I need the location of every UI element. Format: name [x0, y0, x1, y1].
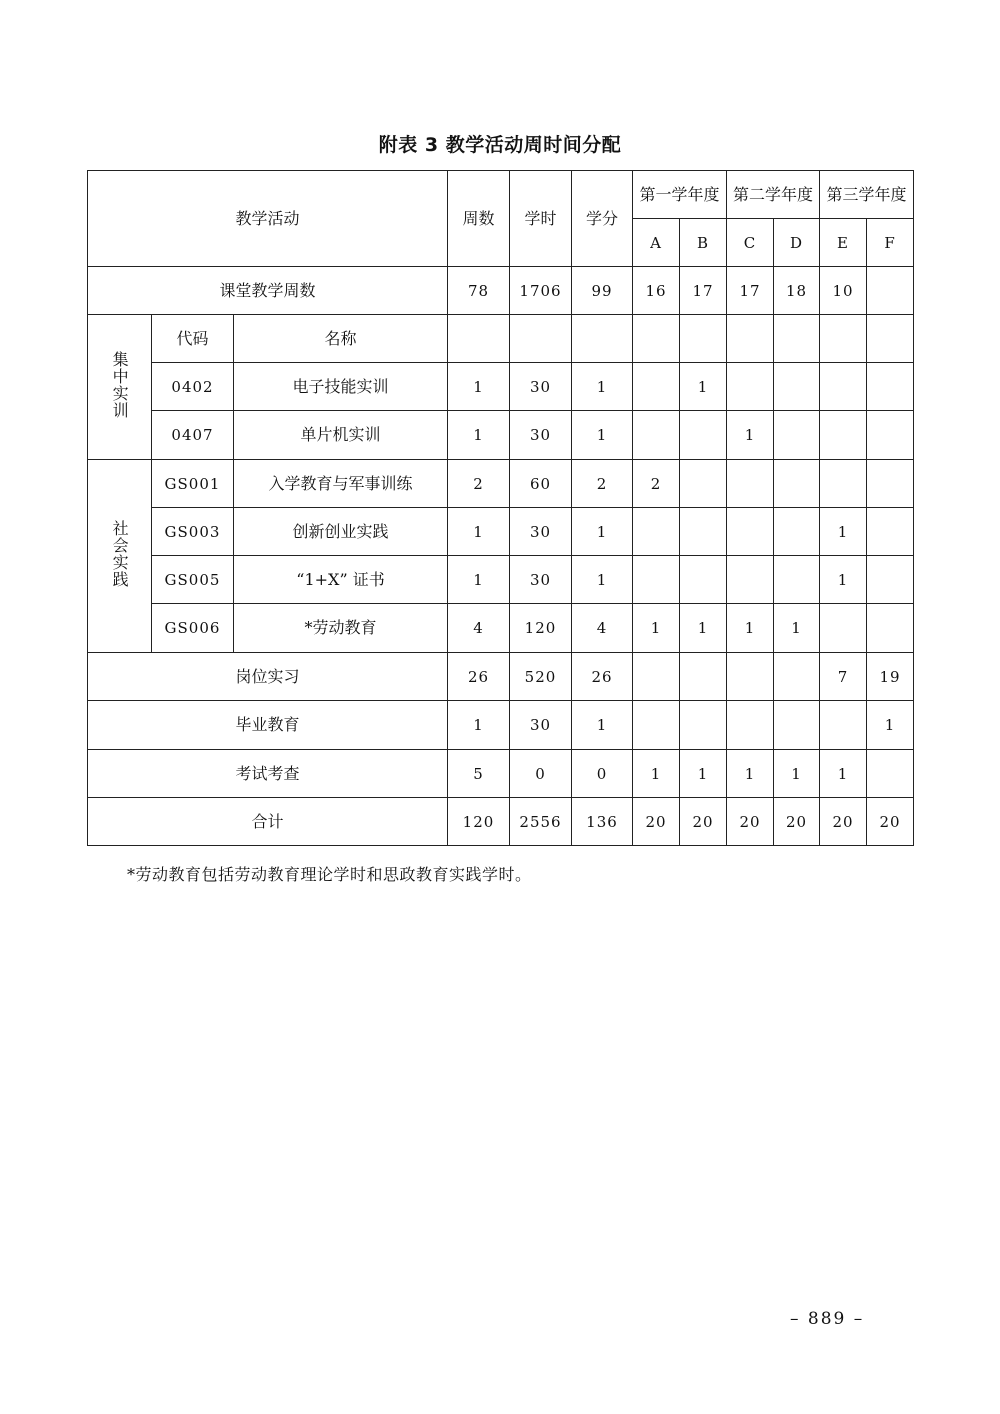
cell-weeks: 1 — [448, 556, 510, 604]
cell-name: 创新创业实践 — [234, 508, 448, 556]
cell-sem: 1 — [774, 604, 820, 653]
cell-sem — [633, 556, 680, 604]
header-sem-b: B — [680, 219, 727, 267]
row-label: 岗位实习 — [88, 653, 448, 701]
cell-code: GS005 — [152, 556, 234, 604]
cell-hours: 30 — [510, 363, 572, 411]
cell-sem: 1 — [633, 604, 680, 653]
table-row — [88, 267, 914, 315]
cell-hours: 0 — [510, 750, 572, 798]
header-year3: 第三学年度 — [820, 171, 914, 219]
cell-sem — [633, 653, 680, 701]
cell-weeks: 120 — [448, 798, 510, 846]
table-row — [88, 460, 914, 508]
header-sem-e: E — [820, 219, 867, 267]
cell-sem: 1 — [867, 701, 914, 750]
cell-sem: 18 — [774, 267, 820, 315]
cell-sem — [633, 411, 680, 460]
table-row — [88, 701, 914, 750]
cell-sem: 20 — [633, 798, 680, 846]
cell-hours: 2556 — [510, 798, 572, 846]
cell-sem — [774, 556, 820, 604]
cell-hours: 120 — [510, 604, 572, 653]
cell-sem: 16 — [633, 267, 680, 315]
header-sem-d: D — [774, 219, 820, 267]
cell-sem: 1 — [820, 556, 867, 604]
cell-sem — [680, 653, 727, 701]
cell-sem — [867, 363, 914, 411]
cell-weeks: 4 — [448, 604, 510, 653]
cell-weeks: 1 — [448, 508, 510, 556]
cell-name: 电子技能实训 — [234, 363, 448, 411]
cell-sem — [867, 750, 914, 798]
header-name: 名称 — [234, 315, 448, 363]
cell-sem — [774, 653, 820, 701]
cell-credits: 26 — [572, 653, 633, 701]
cell-weeks: 2 — [448, 460, 510, 508]
cell-sem — [774, 411, 820, 460]
table-row — [88, 604, 914, 653]
cell-sem — [727, 508, 774, 556]
cell-sem: 17 — [727, 267, 774, 315]
cell-hours: 30 — [510, 701, 572, 750]
cell-sem — [867, 508, 914, 556]
cell-credits: 1 — [572, 556, 633, 604]
cell-sem: 1 — [774, 750, 820, 798]
cell-sem — [867, 411, 914, 460]
cell-credits: 99 — [572, 267, 633, 315]
cell-hours: 60 — [510, 460, 572, 508]
cell-sem: 17 — [680, 267, 727, 315]
cell-sem — [774, 363, 820, 411]
header-sem-c: C — [727, 219, 774, 267]
cell-hours: 30 — [510, 556, 572, 604]
footnote: *劳动教育包括劳动教育理论学时和思政教育实践学时。 — [127, 865, 532, 884]
cell-sem — [820, 363, 867, 411]
header-sem-f: F — [867, 219, 914, 267]
cell-credits: 4 — [572, 604, 633, 653]
cell-weeks: 1 — [448, 701, 510, 750]
cell-weeks: 78 — [448, 267, 510, 315]
cell-hours: 30 — [510, 411, 572, 460]
table-title: 附表 3 教学活动周时间分配 — [378, 134, 622, 156]
row-label: 合计 — [88, 798, 448, 846]
cell-sem — [727, 653, 774, 701]
cell-sem — [867, 267, 914, 315]
cell-weeks: 26 — [448, 653, 510, 701]
table-row — [88, 363, 914, 411]
cell-sem: 1 — [680, 604, 727, 653]
cell-name: 入学教育与军事训练 — [234, 460, 448, 508]
cell-sem — [727, 460, 774, 508]
cell-sem — [680, 411, 727, 460]
header-sem-a: A — [633, 219, 680, 267]
cell-code: GS003 — [152, 508, 234, 556]
cell-sem — [774, 701, 820, 750]
cell-sem — [867, 460, 914, 508]
cell-sem: 20 — [867, 798, 914, 846]
table-row — [88, 556, 914, 604]
cell-sem: 19 — [867, 653, 914, 701]
table-row — [88, 508, 914, 556]
cell-sem — [867, 556, 914, 604]
cell-hours: 1706 — [510, 267, 572, 315]
header-credits: 学分 — [572, 171, 633, 267]
row-label: 毕业教育 — [88, 701, 448, 750]
cell-sem: 10 — [820, 267, 867, 315]
cell-sem — [727, 363, 774, 411]
cell-credits: 1 — [572, 508, 633, 556]
cell-weeks: 1 — [448, 363, 510, 411]
cell-sem — [633, 363, 680, 411]
cell-sem: 1 — [727, 750, 774, 798]
header-year1: 第一学年度 — [633, 171, 727, 219]
cell-sem: 20 — [680, 798, 727, 846]
cell-sem — [867, 604, 914, 653]
total-row — [88, 798, 914, 846]
cell-sem — [680, 556, 727, 604]
cell-credits: 2 — [572, 460, 633, 508]
header-code: 代码 — [152, 315, 234, 363]
cell-sem — [727, 701, 774, 750]
cell-name: *劳动教育 — [234, 604, 448, 653]
cell-sem — [727, 556, 774, 604]
cell-sem: 1 — [820, 750, 867, 798]
cell-credits: 0 — [572, 750, 633, 798]
cell-credits: 1 — [572, 411, 633, 460]
cell-weeks: 1 — [448, 411, 510, 460]
group-label-practical: 集中实训 — [88, 315, 152, 460]
cell-sem: 1 — [727, 411, 774, 460]
cell-code: GS006 — [152, 604, 234, 653]
cell-sem: 20 — [727, 798, 774, 846]
cell-sem: 1 — [633, 750, 680, 798]
header-year2: 第二学年度 — [727, 171, 820, 219]
cell-sem: 1 — [727, 604, 774, 653]
cell-name: “1+X” 证书 — [234, 556, 448, 604]
cell-code: GS001 — [152, 460, 234, 508]
cell-sem — [633, 701, 680, 750]
cell-hours: 30 — [510, 508, 572, 556]
cell-credits: 136 — [572, 798, 633, 846]
cell-sem — [820, 604, 867, 653]
cell-sem: 2 — [633, 460, 680, 508]
table-row — [88, 750, 914, 798]
group-label-social: 社会实践 — [88, 460, 152, 653]
cell-sem — [820, 460, 867, 508]
cell-sem: 20 — [820, 798, 867, 846]
header-activity: 教学活动 — [88, 171, 448, 267]
row-label: 考试考查 — [88, 750, 448, 798]
row-label: 课堂教学周数 — [88, 267, 448, 315]
cell-sem: 7 — [820, 653, 867, 701]
cell-sem — [680, 701, 727, 750]
cell-sem — [774, 460, 820, 508]
cell-sem — [774, 508, 820, 556]
cell-credits: 1 — [572, 701, 633, 750]
cell-code: 0402 — [152, 363, 234, 411]
page-number: – 889 – — [790, 1309, 865, 1329]
cell-sem: 1 — [680, 363, 727, 411]
cell-sem — [680, 460, 727, 508]
header-hours: 学时 — [510, 171, 572, 267]
cell-credits: 1 — [572, 363, 633, 411]
cell-sem — [820, 701, 867, 750]
header-weeks: 周数 — [448, 171, 510, 267]
cell-sem — [633, 508, 680, 556]
table-row — [88, 653, 914, 701]
cell-name: 单片机实训 — [234, 411, 448, 460]
cell-sem — [820, 411, 867, 460]
cell-sem: 1 — [680, 750, 727, 798]
cell-sem — [680, 508, 727, 556]
cell-hours: 520 — [510, 653, 572, 701]
cell-sem: 1 — [820, 508, 867, 556]
table-row — [88, 411, 914, 460]
cell-sem: 20 — [774, 798, 820, 846]
cell-weeks: 5 — [448, 750, 510, 798]
teaching-activity-table — [87, 170, 914, 846]
cell-code: 0407 — [152, 411, 234, 460]
